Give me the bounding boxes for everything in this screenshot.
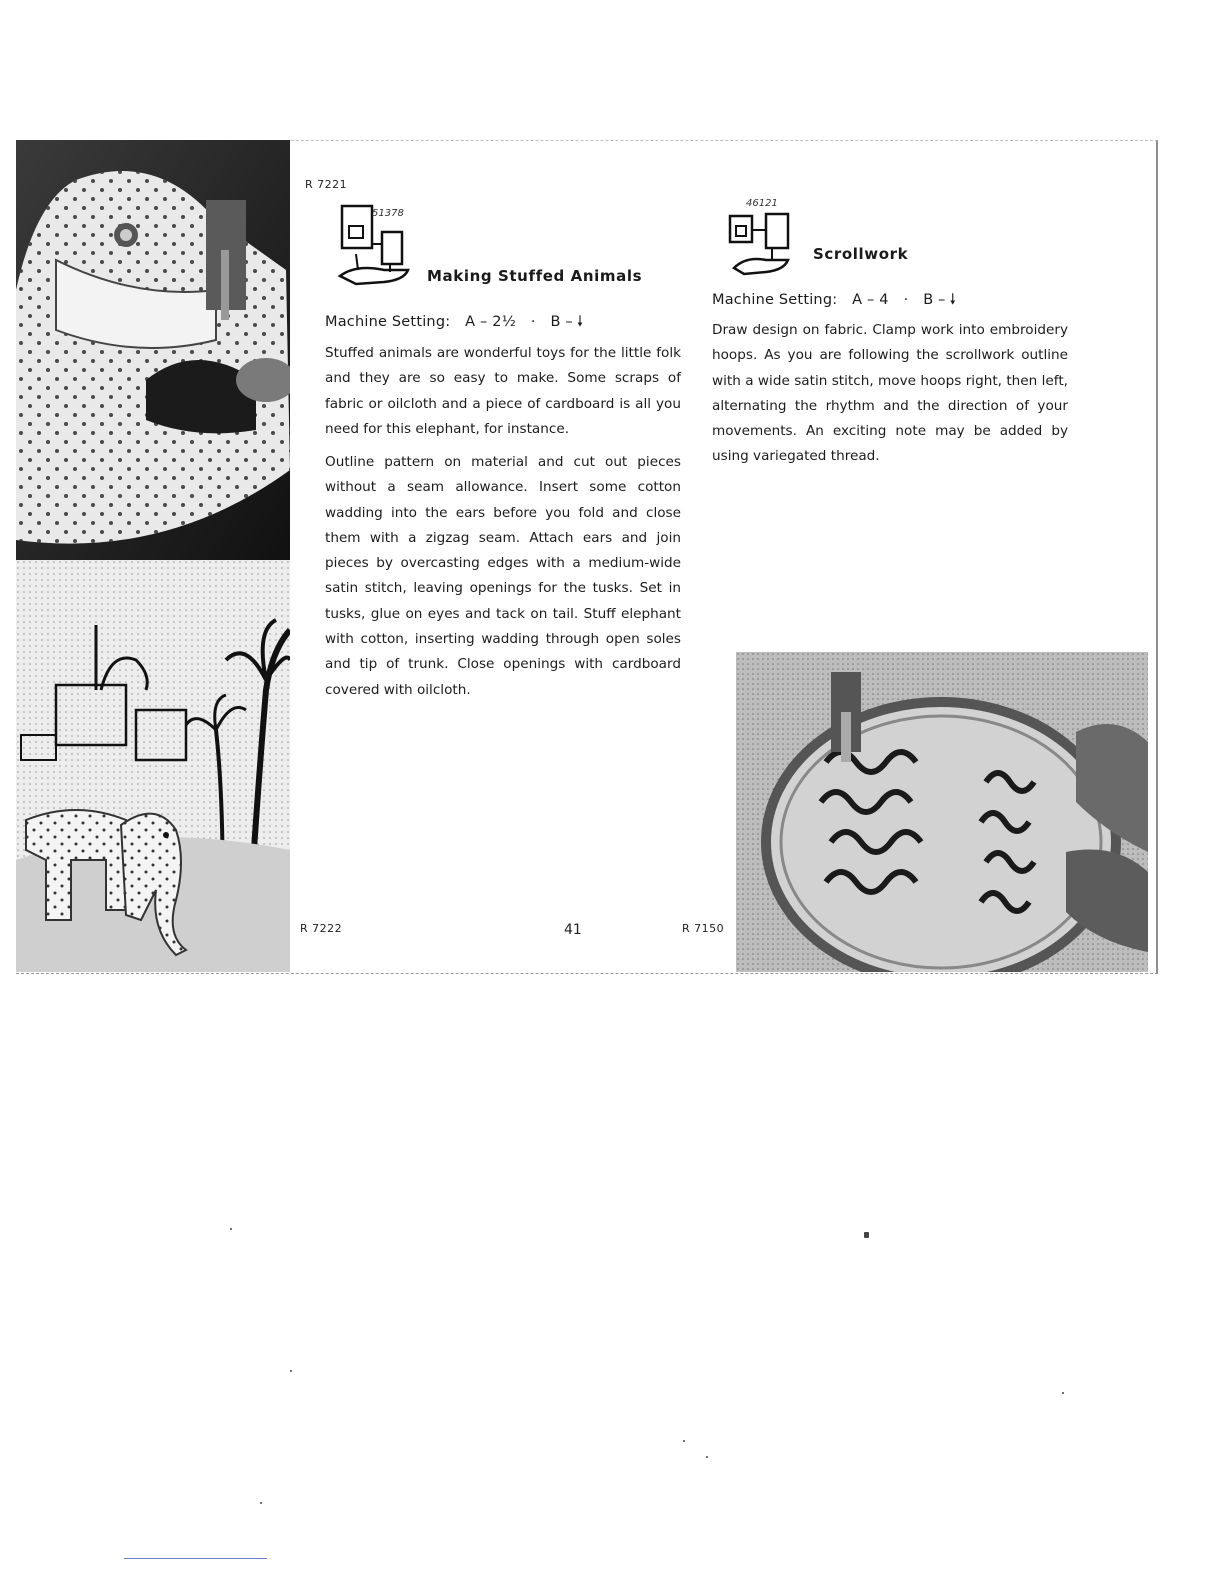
setting-separator: · — [530, 314, 536, 330]
machine-setting-stuffed-animals — [325, 311, 583, 336]
paragraph-stuffed-animals-instructions: Outline pattern on material and cut out pieces without a seam allowance. Insert some cotton wadding into the ears before you fold and close them with a zigzag seam. Attach ears and join pieces by overcasting edges with a medium-wide satin stitch, leaving openings for the tusks. Set in tusks, glue on eyes and tack on tail. Stuff elephant with cotton, inserting wadding through open soles and tip of trunk. Close openings with cardboard covered with oilcloth. — [325, 454, 681, 698]
scan-speck — [706, 1456, 708, 1458]
paragraph-scrollwork: Draw design on fabric. Clamp work into embroidery hoops. As you are following the scrollwork outline with a wide satin stitch, move hoops right, then left, alternating the rhythm and the direction of your movements. An exciting note may be added by using variegated thread. — [712, 322, 1068, 465]
presser-foot-code: 46121 — [746, 198, 778, 209]
presser-foot-code: 51378 — [372, 208, 404, 219]
photo-reference-bottom-left: R 7222 — [300, 922, 343, 935]
machine-setting-label: Machine Setting: — [712, 292, 838, 308]
photo-reference-bottom-right: R 7150 — [682, 922, 725, 935]
photo-sewing-elephant-fabric — [16, 140, 290, 560]
section-heading-stuffed-animals: Making Stuffed Animals — [427, 267, 643, 285]
scan-speck — [1062, 1392, 1064, 1394]
setting-b: B – — [923, 292, 946, 308]
section-heading-scrollwork: Scrollwork — [813, 245, 909, 263]
setting-a: A – 4 — [852, 292, 889, 308]
presser-foot-icon — [726, 210, 798, 276]
scan-speck — [683, 1440, 685, 1442]
needle-position-down-icon: 🠗 — [576, 314, 584, 330]
illustration-stuffed-elephant — [16, 560, 290, 972]
needle-position-down-icon: 🠗 — [949, 292, 957, 308]
machine-setting-scrollwork — [712, 289, 956, 314]
photo-embroidery-hoop-scrollwork — [736, 652, 1148, 972]
machine-setting-label: Machine Setting: — [325, 314, 451, 330]
page-number: 41 — [564, 922, 582, 938]
setting-b: B – — [550, 314, 573, 330]
scan-edge-line — [124, 1558, 267, 1559]
scan-speck — [260, 1502, 262, 1504]
scan-speck — [290, 1370, 292, 1372]
paragraph-stuffed-animals-intro: Stuffed animals are wonderful toys for the little folk and they are so easy to make. Some scraps of fabric or oilcloth and a piece of cardboard is all you need for this elephant, for instance. — [325, 345, 681, 437]
scan-speck — [230, 1228, 232, 1230]
photo-reference-top-left: R 7221 — [305, 178, 348, 191]
setting-separator: · — [903, 292, 909, 308]
scan-speck — [864, 1232, 869, 1238]
setting-a: A – 2½ — [465, 314, 516, 330]
